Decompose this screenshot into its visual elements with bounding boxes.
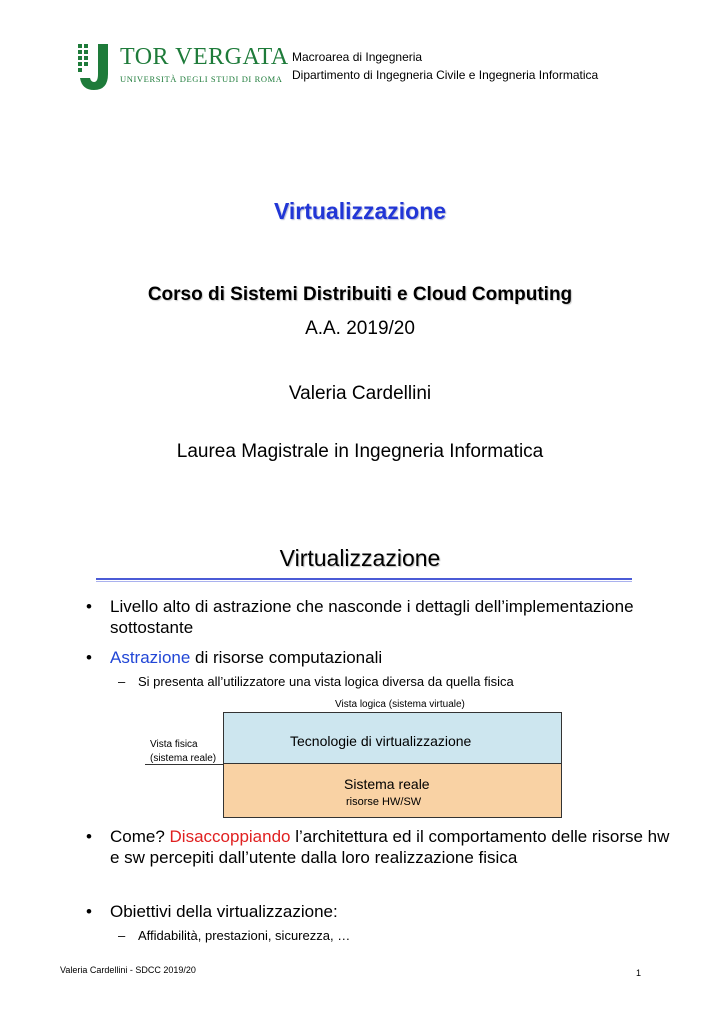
- dash-glyph: –: [118, 674, 126, 689]
- author-name: Valeria Cardellini: [288, 383, 432, 404]
- academic-year: A.A. 2019/20: [305, 318, 415, 339]
- resources-label: risorse HW/SW: [346, 796, 422, 808]
- bullet-text-rest: di risorse computazionali: [190, 648, 383, 667]
- dash-glyph: –: [118, 928, 126, 943]
- degree-program: Laurea Magistrale in Ingegneria Informatica: [176, 441, 544, 462]
- physical-view-connector: [145, 764, 223, 765]
- highlight-astrazione: Astrazione: [110, 648, 191, 667]
- bullet-dot: •: [86, 827, 92, 846]
- real-system-label: Sistema reale: [344, 776, 430, 792]
- footer-credit: Valeria Cardellini - SDCC 2019/20: [60, 965, 196, 975]
- logo-subtitle: UNIVERSITÀ DEGLI STUDI DI ROMA: [120, 74, 283, 84]
- virtualization-layer-label: Tecnologie di virtualizzazione: [290, 733, 472, 749]
- bullet-text: Obiettivi della virtualizzazione:: [110, 902, 338, 921]
- dept-line-1: Macroarea di Ingegneria: [292, 50, 423, 64]
- title-underline-shadow: [96, 581, 632, 582]
- title-slide-heading: Virtualizzazione: [273, 198, 447, 224]
- university-logo-icon: [78, 44, 112, 90]
- highlight-disaccoppiando: Disaccoppiando: [169, 827, 291, 846]
- sub-bullet-text: Si presenta all’utilizzatore una vista logica diversa da quella fisica: [138, 674, 514, 689]
- bullet-text-rest: l’architettura ed il comportamento delle risorse hw e sw percepiti dall’utente dalla loro realizzazione fisica: [110, 827, 670, 867]
- slide-title: Virtualizzazione: [279, 545, 441, 571]
- sub-bullet-text: Affidabilità, prestazioni, sicurezza, …: [138, 928, 351, 943]
- bullet-text: [110, 647, 670, 668]
- bullet-dot: •: [86, 902, 92, 921]
- bullet-text: [110, 826, 670, 868]
- department-info: [292, 48, 598, 84]
- physical-view-line-1: Vista fisica: [150, 739, 198, 750]
- bullet-dot: •: [86, 597, 92, 616]
- dept-line-2: Dipartimento di Ingegneria Civile e Ingegneria Informatica: [292, 68, 599, 82]
- title-underline: [96, 578, 632, 580]
- logical-view-label: Vista logica (sistema virtuale): [335, 699, 465, 710]
- logo-title: TOR VERGATA: [120, 44, 289, 70]
- physical-view-label: [150, 738, 216, 766]
- bullet-dot: •: [86, 648, 92, 667]
- page-number: 1: [636, 968, 642, 978]
- bullet-text: Livello alto di astrazione che nasconde i dettagli dell’implementazione sottostante: [110, 597, 634, 637]
- bullet-text-prefix: Come?: [110, 827, 170, 846]
- physical-view-line-2: (sistema reale): [150, 753, 217, 764]
- course-name: Corso di Sistemi Distribuiti e Cloud Computing: [147, 284, 573, 305]
